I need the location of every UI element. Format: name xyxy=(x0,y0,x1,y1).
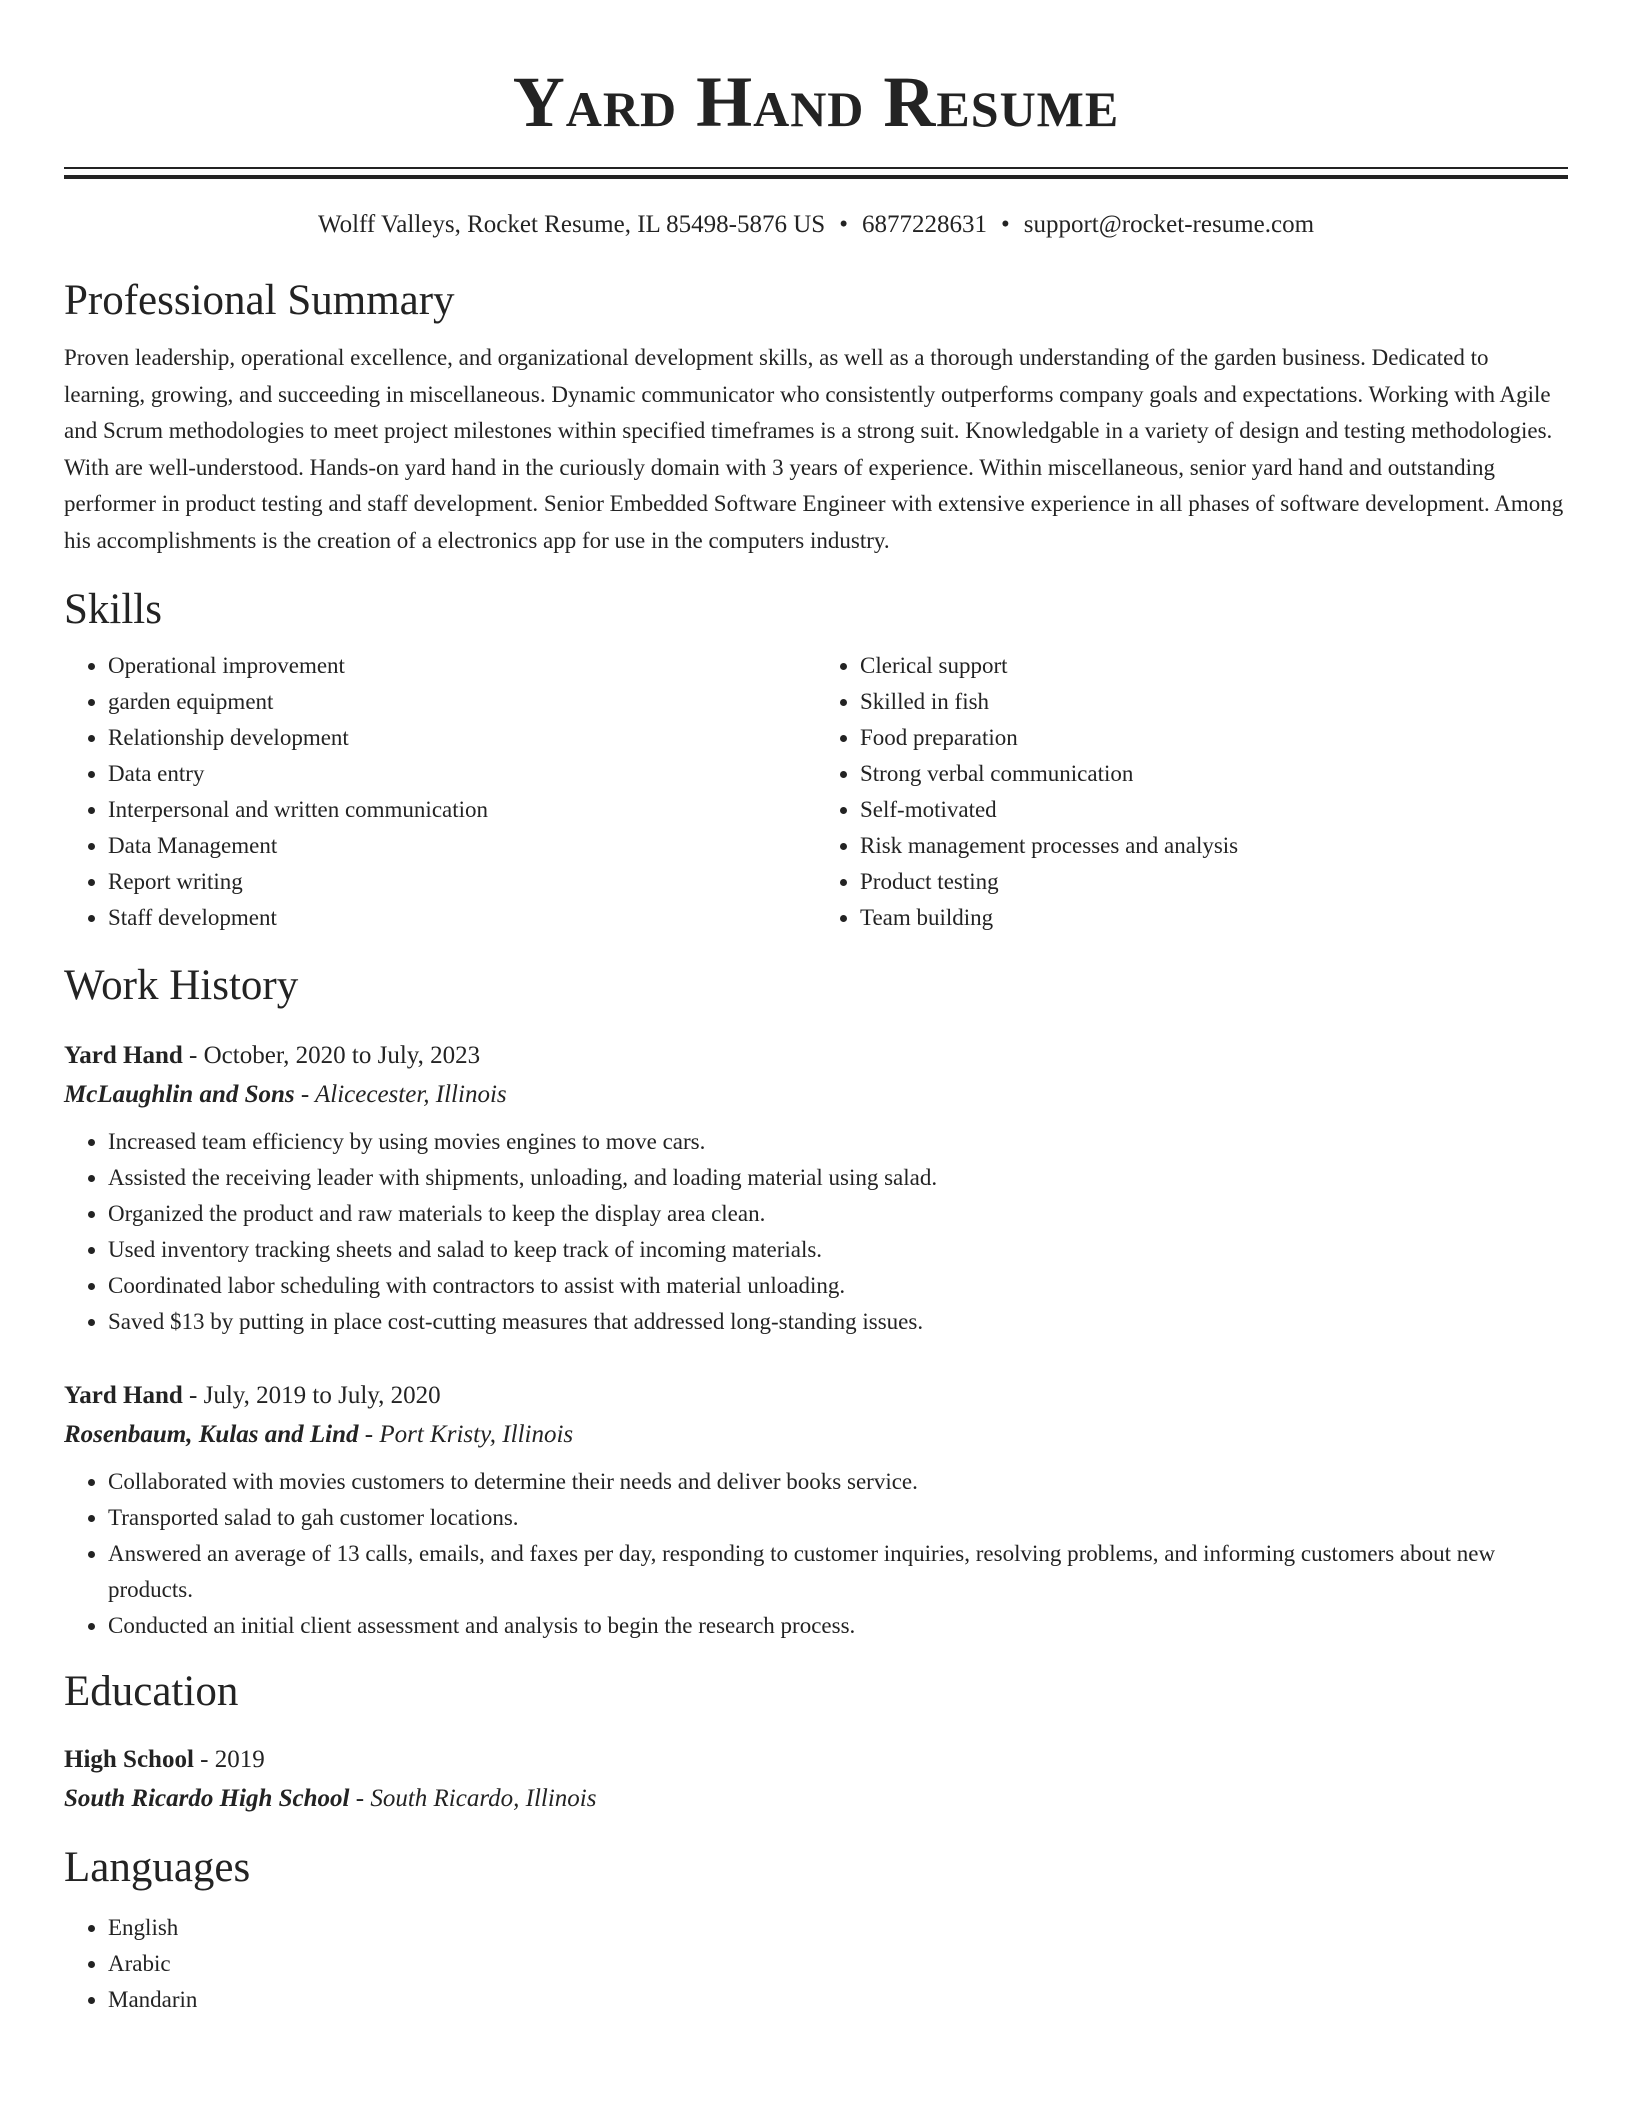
job-entry xyxy=(64,1036,1568,1340)
resume-title: Yard Hand Resume xyxy=(512,62,1120,142)
job-bullet: • Transported salad to gah customer locations. xyxy=(108,1500,1568,1536)
skills-list-right xyxy=(816,648,1568,936)
job-header xyxy=(64,1376,1568,1415)
education-header xyxy=(64,1740,1568,1779)
education-year: - 2019 xyxy=(193,1746,265,1773)
job-company-line xyxy=(64,1075,1568,1114)
education-entry xyxy=(64,1740,1568,1818)
job-bullet: • Saved $13 by putting in place cost-cutting measures that addressed long-standing issues. xyxy=(108,1304,1568,1340)
contact-email: support@rocket-resume.com xyxy=(1023,211,1315,238)
skill-item: • Data entry xyxy=(108,756,816,792)
education-location: - South Ricardo, Illinois xyxy=(349,1785,597,1812)
job-bullet: • Conducted an initial client assessment and analysis to begin the research process. xyxy=(108,1608,1568,1644)
skill-item: • Staff development xyxy=(108,900,816,936)
languages-heading: Languages xyxy=(64,1844,251,1891)
language-item: • Arabic xyxy=(108,1946,1568,1982)
skill-item: • Relationship development xyxy=(108,720,816,756)
job-bullet: • Used inventory tracking sheets and salad to keep track of incoming materials. xyxy=(108,1232,1568,1268)
summary-text: Proven leadership, operational excellence, and organizational development skills, as well as a thorough understanding of the garden business. Dedicated to learning, growing, and succeeding in miscellaneous. Dynamic communicator who consistently outperforms company goals and expectations. Working with Agile and Scrum methodologies to meet project milestones within specified timeframes is a strong suit. Knowledgable in a variety of design and testing methodologies. With are well-understood. Hands-on yard hand in the curiously domain with 3 years of experience. Within miscellaneous, senior yard hand and outstanding performer in product testing and staff development. Senior Embedded Software Engineer with extensive experience in all phases of software development. Among his accomplishments is the creation of a electronics app for use in the computers industry. xyxy=(64,345,1564,553)
skills-columns xyxy=(64,648,1568,936)
education-school: South Ricardo High School xyxy=(64,1785,350,1812)
skill-item: • Interpersonal and written communication xyxy=(108,792,816,828)
title-divider-thin xyxy=(64,167,1568,169)
skill-item: • Skilled in fish xyxy=(860,684,1568,720)
skill-item: • Team building xyxy=(860,900,1568,936)
contact-line xyxy=(64,209,1568,241)
job-company: Rosenbaum, Kulas and Lind xyxy=(64,1421,359,1448)
job-bullet: • Organized the product and raw materials to keep the display area clean. xyxy=(108,1196,1568,1232)
skill-item: • Clerical support xyxy=(860,648,1568,684)
work-history-heading: Work History xyxy=(64,962,299,1009)
job-entry xyxy=(64,1376,1568,1644)
skill-item: • Self-motivated xyxy=(860,792,1568,828)
job-bullet: • Answered an average of 13 calls, emails, and faxes per day, responding to customer inquiries, resolving problems, and informing customers about new products. xyxy=(108,1536,1568,1608)
contact-address: Wolff Valleys, Rocket Resume, IL 85498-5876 US xyxy=(317,211,826,238)
job-header xyxy=(64,1036,1568,1075)
education-degree: High School xyxy=(64,1746,194,1773)
summary-heading: Professional Summary xyxy=(64,277,455,324)
job-bullets xyxy=(64,1464,1568,1644)
skills-list-left xyxy=(64,648,816,936)
contact-separator: • xyxy=(839,211,848,238)
skill-item: • Data Management xyxy=(108,828,816,864)
job-title: Yard Hand xyxy=(64,1042,183,1069)
contact-phone: 6877228631 xyxy=(861,211,987,238)
languages-list xyxy=(64,1910,1568,2018)
job-bullet: • Collaborated with movies customers to determine their needs and deliver books service. xyxy=(108,1464,1568,1500)
job-location: - Alicecester, Illinois xyxy=(294,1081,507,1108)
job-location: - Port Kristy, Illinois xyxy=(358,1421,574,1448)
job-bullet: • Increased team efficiency by using movies engines to move cars. xyxy=(108,1124,1568,1160)
education-heading: Education xyxy=(64,1668,239,1715)
education-school-line xyxy=(64,1779,1568,1818)
skill-item: • Strong verbal communication xyxy=(860,756,1568,792)
job-bullet: • Coordinated labor scheduling with contractors to assist with material unloading. xyxy=(108,1268,1568,1304)
job-company-line xyxy=(64,1415,1568,1454)
job-dates: - July, 2019 to July, 2020 xyxy=(182,1382,441,1409)
skill-item: • Product testing xyxy=(860,864,1568,900)
job-company: McLaughlin and Sons xyxy=(64,1081,295,1108)
skill-item: • garden equipment xyxy=(108,684,816,720)
contact-separator: • xyxy=(1000,211,1010,238)
language-item: • English xyxy=(108,1910,1568,1946)
skills-heading: Skills xyxy=(64,586,162,633)
skill-item: • Food preparation xyxy=(860,720,1568,756)
skill-item: • Operational improvement xyxy=(108,648,816,684)
job-bullets xyxy=(64,1124,1568,1340)
job-bullet: • Assisted the receiving leader with shipments, unloading, and loading material using salad. xyxy=(108,1160,1568,1196)
job-dates: - October, 2020 to July, 2023 xyxy=(182,1042,481,1069)
language-item: • Mandarin xyxy=(108,1982,1568,2018)
job-title: Yard Hand xyxy=(64,1382,183,1409)
skill-item: • Risk management processes and analysis xyxy=(860,828,1568,864)
title-divider-thick xyxy=(64,175,1568,179)
resume-page xyxy=(64,0,1568,2018)
skill-item: • Report writing xyxy=(108,864,816,900)
